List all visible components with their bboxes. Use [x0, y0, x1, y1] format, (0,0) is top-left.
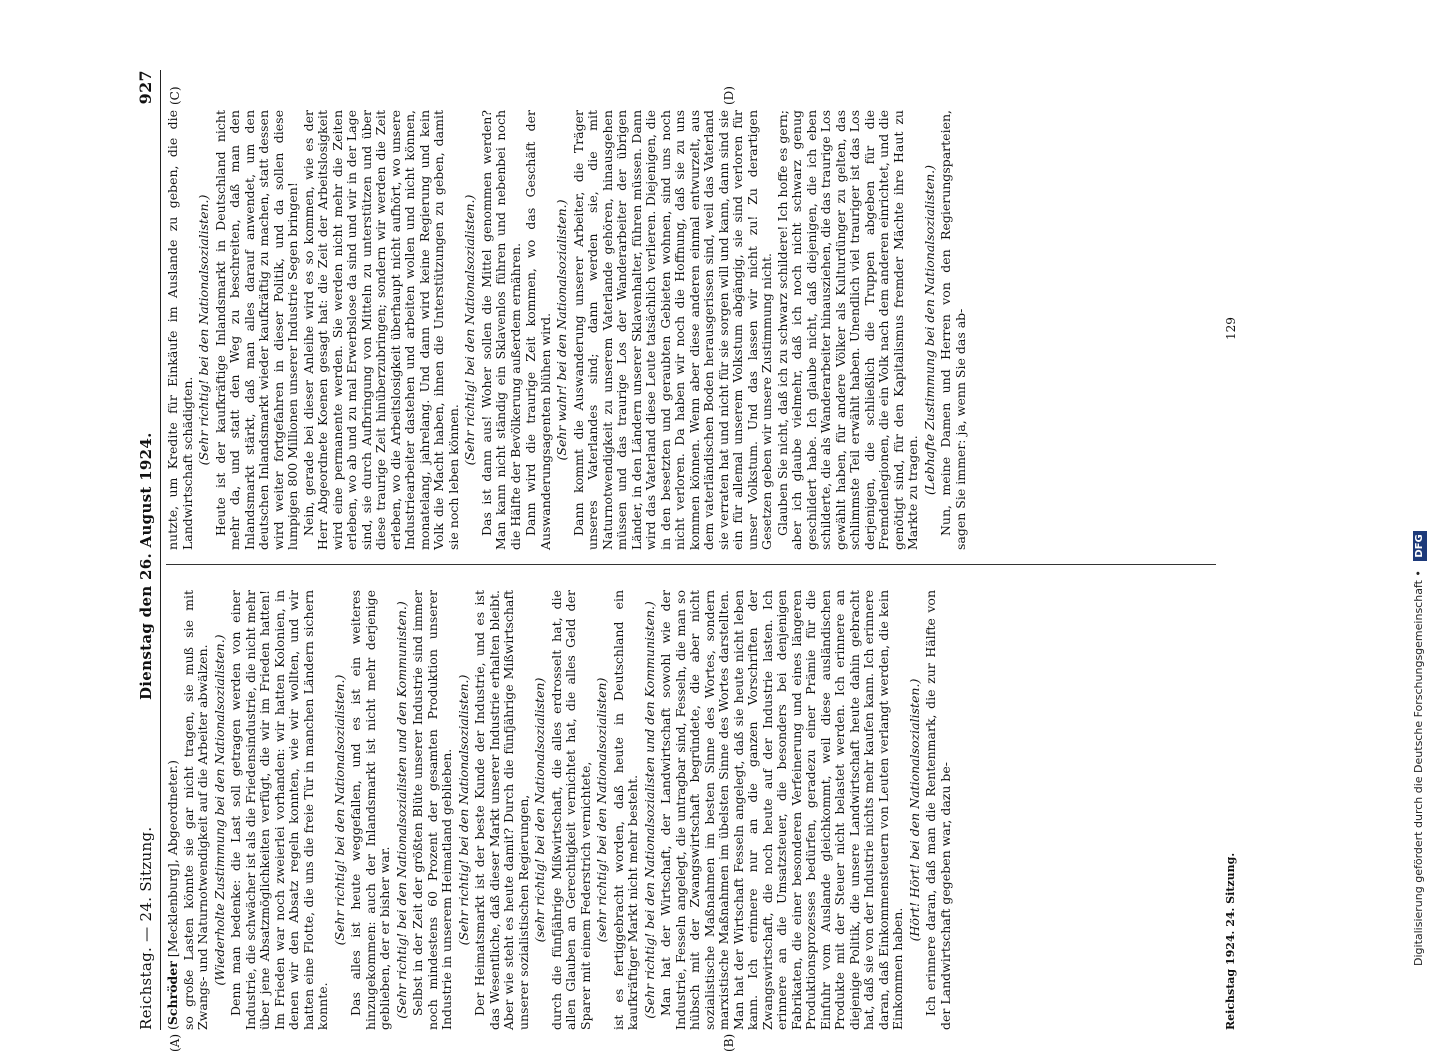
- interjection: (sehr richtig! bei den Nationalsozialisten): [594, 677, 609, 943]
- paragraph: Heute ist der kaufkräftige Inlandsmarkt in Deutschland nicht mehr da, und statt den Weg zu beschreiten, daß man den Inlandsmarkt stärkt, daß man alles darauf anwendet, um den deutschen Inlandsmarkt wieder kaufkräftig zu machen, statt dessen wird weiter fortgefahren in dieser Politik, und da sollen diese lumpigen 800 Millionen unserer Industrie Segen bringen!: [212, 110, 300, 550]
- left-column: [166, 590, 954, 1030]
- page-number: 927: [136, 70, 155, 105]
- interjection: (Hört! Hört! bei den Nationalsozialisten.): [906, 678, 922, 942]
- column-divider: [166, 564, 1216, 565]
- paragraph: Selbst in der Zeit der größten Blüte unserer Industrie sind immer noch mindestens 60 Prozent der gesamten Produktion unserer Industrie in unserem Heimatland geblieben.: [410, 590, 454, 1030]
- paragraph: Das alles ist heute weggefallen, und es ist ein weiteres hinzugekommen: auch der Inlandsmarkt ist nicht mehr derjenige geblieben, der er bisher war.: [348, 590, 392, 1030]
- paragraph: Dann wird die traurige Zeit kommen, wo das Geschäft der Auswanderungsagenten blühen wird.: [523, 110, 553, 550]
- footer-session: Reichstag 1924. 24. Sitzung.: [1223, 852, 1237, 1030]
- rotated-page: [132, 70, 1332, 1052]
- interjection: (Lebhafte Zustimmung bei den Nationalsozialisten.): [921, 165, 937, 495]
- margin-letter-a: (A): [168, 1033, 182, 1052]
- paragraph: Ich erinnere daran, daß man die Rentenmark, die zur Hälfte von der Landwirtschaft gegeben war, dazu be-: [923, 590, 953, 1030]
- right-column: [166, 110, 969, 550]
- paragraph: Man hat der Wirtschaft, der Landwirtschaft sowohl wie der Industrie, Fesseln angelegt, die untragbar sind, Fesseln, die man so hübsch mit der Zwangswirtschaft begründete, die aber nicht sozialistische Maßnahmen im besten Sinne des Wortes, sondern marxistische Maßnahmen im übelsten Sinne des Wortes darstellten. Man hat der Wirtschaft Fesseln angelegt, daß sie heute nicht leben kann. Ich erinnere nur an die ganzen Vorschriften der Zwangswirtschaft, die noch heute auf der Industrie lasten. Ich erinnere an die Umsatzsteuer, die besonders bei denjenigen Fabrikaten, die einer besonderen Verfeinerung und eines längeren Produktionsprozesses bedürfen, geradezu einer Prämie für die Einfuhr vom Auslande gleichkommt, weil diese ausländischen Produkte mit der Steuer nicht belastet werden. Ich erinnere an diejenige Politik, die unsere Landwirtschaft heute dahin gebracht hat, daß sie von der Industrie nichts mehr kaufen kann. Ich erinnere daran, daß Einkommensteuern von Leuten verlangt werden, die kein Einkommen haben.: [658, 590, 905, 1030]
- margin-letter-b: (B): [722, 1033, 736, 1052]
- paragraph: Nun, meine Damen und Herren von den Regierungsparteien, sagen Sie immer: ja, wenn Sie das ab-: [938, 110, 968, 550]
- speaker-name: Schröder: [165, 961, 180, 1026]
- interjection: (Sehr wahr! bei den Nationalsozialisten.): [554, 199, 569, 461]
- header-session: Reichstag. — 24. Sitzung.: [137, 826, 155, 1030]
- paragraph: Das ist dann aus! Woher sollen die Mittel genommen werden? Man kann nicht ständig ein Sklavenlos führen und nebenbei noch die Hälfte der Bevölkerung außerdem ernähren.: [478, 110, 523, 550]
- paragraph: Nein, gerade bei dieser Anleihe wird es so kommen, wie es der Herr Abgeordnete Koenen gesagt hat: die Zeit der Arbeitslosigkeit wird eine permanente werden. Sie werden nicht mehr die Zeiten erleben, wo ab und zu mal Erwerbslose da sind und wir in der Lage sind, sie durch Aufbringung von Mitteln zu unterstützen und über diese traurige Zeit hinüberzubringen; sondern wir werden die Zeit erleben, wo die Arbeitslosigkeit überhaupt nicht aufhört, wo unsere Industriearbeiter dastehen und arbeiten wollen und nicht können, monatelang, jahrelang. Und dann wird keine Regierung und kein Volk die Macht haben, ihnen die Unterstützungen zu geben, damit sie noch leben können.: [300, 110, 461, 550]
- margin-letter-c: (C): [168, 86, 182, 105]
- paragraph: Der Heimatsmarkt ist der beste Kunde der Industrie, und es ist das Wesentliche, daß dieser Markt unserer Industrie erhalten bleibt. Aber wie steht es heute damit? Durch die fünfjährige Mißwirtschaft unserer sozialistischen Regierungen,: [472, 590, 531, 1030]
- interjection: (Sehr richtig! bei den Nationalsozialisten.): [462, 194, 477, 466]
- dfg-credit-strip: [1408, 6, 1430, 966]
- footer-number: 129: [1223, 317, 1238, 340]
- paragraph: Glauben Sie nicht, daß ich zu schwarz schildere! Ich hoffe es gern; aber ich glaube vielmehr, daß ich noch nicht schwarz genug geschildert habe. Ich glaube nicht, daß diejenigen, die ich eben schilderte, die als Wanderarbeiter hinausziehen, die das traurige Los gewählt haben, für andere Völker als Kulturdünger zu gelten, das schlimmste Teil erwählt haben. Unendlich viel trauriger ist das Los derjenigen, die schließlich die Truppen abgeben für die Fremdenlegionen, die ein Volk nach dem anderen einrichtet, und die genötigt sind, für den Kapitalismus fremder Mächte ihre Haut zu Markte zu tragen.: [774, 110, 920, 550]
- interjection: (Sehr richtig! bei den Nationalsozialisten und den Kommunisten.): [641, 601, 657, 1019]
- paragraph: so große Lasten könnte sie gar nicht tragen, sie muß sie mit Zwangs- und Naturnotwendigkeit auf die Arbeiter abwälzen.: [180, 590, 210, 1030]
- interjection: (sehr richtig! bei den Nationalsozialisten): [532, 677, 547, 943]
- interjection: (Sehr richtig! bei den Nationalsozialisten.): [331, 674, 347, 946]
- speaker-affiliation: [Mecklenburg], Abgeordneter.): [165, 759, 180, 958]
- interjection: (Wiederholte Zustimmung bei den Nationalsozialisten.): [211, 634, 227, 986]
- paragraph: Dann kommt die Auswanderung unserer Arbeiter, die Träger unseres Vaterlandes sind; dann werden sie, die mit Naturnotwendigkeit zu unserem Vaterlande gehören, hinausgehen müssen und das traurige Los der Wanderarbeiter der übrigen Länder, in den Ländern unserer Sklavenhalter, führen müssen. Dann wird das Vaterland diese Leute tatsächlich verlieren. Diejenigen, die in den besetzten und geraubten Gebieten wohnen, sind uns noch nicht verloren. Da haben wir noch die Hoffnung, daß sie zu uns kommen können. Wenn aber diese anderen einmal entwurzelt, aus dem vaterländischen Boden herausgerissen sind, weil das Vaterland sie verraten hat und nicht für sie sorgen will und kann, dann sind sie ein für allemal unserem Volkstum abgängig, sie sind verloren für unser Volkstum. Und das lassen wir nicht zu! Zu derartigen Gesetzen geben wir unsere Zustimmung nicht.: [570, 110, 774, 550]
- paragraph: Denn man bedenke: die Last soll getragen werden von einer Industrie, die schwächer ist als die Friedensindustrie, die nicht mehr über jene Absatzmöglichkeiten verfügt, die wir im Frieden hatten! Im Frieden war noch zweierlei vorhanden: wir hatten Kolonien, in denen wir den Absatz regeln konnten, wie wir wollten, und wir hatten eine Flotte, die uns die freie Tür in manchen Ländern sichern konnte.: [228, 590, 330, 1030]
- dfg-credit-line: [1408, 6, 1430, 966]
- interjection: (Sehr richtig! bei den Nationalsozialisten und den Kommunisten.): [393, 601, 409, 1019]
- interjection: (Sehr richtig! bei den Nationalsozialisten.): [455, 674, 471, 946]
- dfg-credit-text: Digitalisierung gefördert durch die Deutsche Forschungsgemeinschaft •: [1412, 570, 1425, 966]
- interjection: (Sehr richtig! bei den Nationalsozialisten.): [196, 194, 211, 466]
- header-date: Dienstag den 26. August 1924.: [137, 432, 155, 700]
- page-header: [132, 70, 161, 1030]
- dfg-logo: DFG: [1413, 531, 1427, 560]
- paragraph: nutzte, um Kredite für Einkäufe im Auslande zu geben, die die Landwirtschaft schädigten.: [165, 110, 195, 550]
- paragraph: ist es fertiggebracht worden, daß heute in Deutschland ein kaufkräftiger Markt nicht mehr besteht.: [610, 590, 640, 1030]
- margin-letter-d: (D): [722, 86, 736, 105]
- speaker-line: (Schröder [Mecklenburg], Abgeordneter.): [165, 759, 180, 1030]
- paragraph: durch die fünfjährige Mißwirtschaft, die alles erdrosselt hat, die allen Glauben an Gerechtigkeit vernichtet hat, die alles Geld der Sparer mit einem Federstrich vernichtete,: [548, 590, 593, 1030]
